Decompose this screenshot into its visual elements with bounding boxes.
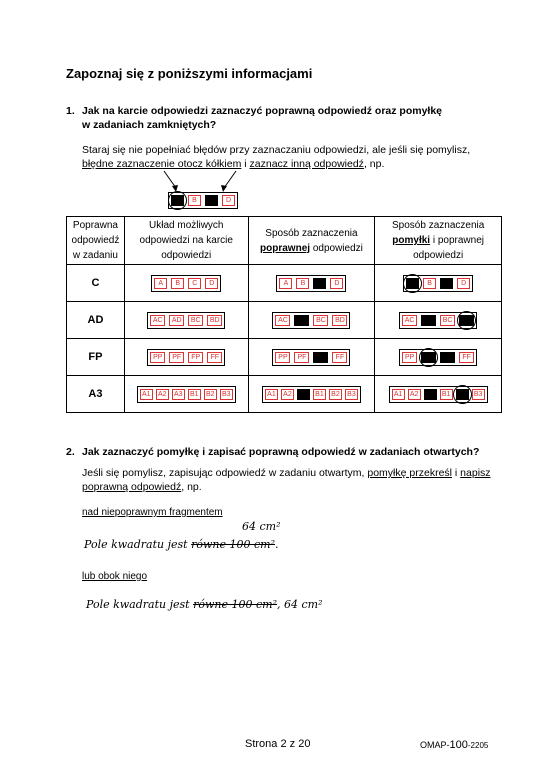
correct-cell: [248, 265, 375, 302]
conjunction: i: [241, 158, 250, 170]
answer-box: B3: [220, 389, 233, 400]
code-prefix: OMAP-: [420, 740, 450, 750]
answer-box: A3: [172, 389, 185, 400]
answer-box: B3: [345, 389, 358, 400]
answer-box-filled: [313, 278, 326, 289]
answer-box: FF: [459, 352, 474, 363]
answer-box-circled: [456, 389, 469, 400]
answer-box: AD: [169, 315, 184, 326]
answer-box: FP: [188, 352, 203, 363]
para-end: , np.: [363, 158, 385, 170]
answer-box: A: [154, 278, 167, 289]
header-bold: poprawnej: [260, 242, 311, 254]
answer-box: A1: [392, 389, 405, 400]
header-text: Poprawna: [72, 220, 118, 231]
struck-text: równe 100 cm²: [193, 598, 277, 611]
mark-instruction: zaznacz inną odpowiedź: [249, 158, 364, 170]
answer-box: PP: [402, 352, 417, 363]
answer-box: D: [457, 278, 470, 289]
write-instruction: poprawną odpowiedź: [82, 481, 182, 493]
answer-box: FF: [332, 352, 347, 363]
answer-box: A1: [265, 389, 278, 400]
answer-box: D: [205, 278, 218, 289]
answer-box: BC: [440, 315, 455, 326]
header-text: Sposób zaznaczenia: [392, 220, 485, 231]
handwritten-text: ,: [276, 598, 284, 611]
handwritten-example-1: [84, 538, 278, 551]
answer-box: B3: [472, 389, 485, 400]
header-correct-answer: [67, 217, 125, 265]
row-label: A3: [67, 376, 125, 413]
answer-box: B: [171, 278, 184, 289]
answer-box-circled: [459, 315, 474, 326]
correct-cell: [248, 339, 375, 376]
document-code: [420, 739, 488, 751]
layout-cell: [124, 339, 248, 376]
mistake-cell: [375, 302, 502, 339]
answer-box: AC: [150, 315, 165, 326]
handwritten-correction-beside: 64 cm²: [283, 598, 323, 611]
answer-box: PF: [169, 352, 184, 363]
answer-box: B1: [440, 389, 453, 400]
answer-box: A2: [281, 389, 294, 400]
answer-box-filled: [440, 278, 453, 289]
header-text: i poprawnej: [430, 235, 484, 246]
example-answer-row: [168, 192, 238, 209]
question-1-line1: Jak na karcie odpowiedzi zaznaczyć poprawną odpowiedź oraz pomyłkę: [82, 105, 443, 117]
answer-box: C: [188, 278, 201, 289]
answer-box-filled: [440, 352, 455, 363]
mistake-cell: [375, 339, 502, 376]
question-1-para-line1: Staraj się nie popełniać błędów przy zaznaczaniu odpowiedzi, ale jeśli się pomylisz,: [82, 144, 471, 156]
answer-box: BD: [207, 315, 222, 326]
answer-marking-table: [66, 216, 502, 413]
header-text: w zadaniu: [72, 250, 118, 261]
answer-box: B: [188, 195, 201, 206]
answer-box: B2: [329, 389, 342, 400]
question-1-para-line2: [82, 157, 384, 171]
answer-box: B1: [188, 389, 201, 400]
header-text: odpowiedzi na karcie: [139, 235, 233, 246]
answer-box-filled: [424, 389, 437, 400]
table-row: [67, 376, 502, 413]
struck-text: równe 100 cm²: [191, 538, 275, 551]
answer-box-circled: [421, 352, 436, 363]
answer-box-filled: [313, 352, 328, 363]
question-1-number: 1.: [66, 105, 75, 117]
answer-box: A1: [140, 389, 153, 400]
answer-box: AC: [402, 315, 417, 326]
answer-box: B: [296, 278, 309, 289]
answer-box: BC: [313, 315, 328, 326]
header-text: Układ możliwych: [149, 220, 224, 231]
circle-instruction: błędne zaznaczenie otocz kółkiem: [82, 158, 242, 170]
answer-box-filled: [205, 195, 218, 206]
para-text: Jeśli się pomylisz, zapisując odpowiedź w zadaniu otwartym,: [82, 467, 368, 479]
header-layout: [124, 217, 248, 265]
answer-box: D: [330, 278, 343, 289]
answer-box: PP: [275, 352, 290, 363]
header-text: odpowiedzi: [161, 250, 212, 261]
answer-box: AC: [275, 315, 290, 326]
page-number: Strona 2 z 20: [245, 738, 311, 750]
handwritten-text: .: [274, 538, 279, 551]
answer-box-circled: [406, 278, 419, 289]
conjunction: i: [452, 467, 461, 479]
table-row: [67, 339, 502, 376]
example-label-beside: lub obok niego: [82, 571, 148, 582]
header-text: Sposób zaznaczenia: [265, 227, 358, 239]
answer-box: B2: [204, 389, 217, 400]
handwritten-text: Pole kwadratu jest: [86, 598, 194, 611]
question-2-line1: Jak zaznaczyć pomyłkę i zapisać poprawną odpowiedź w zadaniach otwartych?: [82, 446, 480, 458]
layout-cell: [124, 265, 248, 302]
header-correct-marking: [248, 217, 375, 265]
question-2-number: 2.: [66, 446, 75, 458]
row-label: FP: [67, 339, 125, 376]
header-text: odpowiedzi: [310, 242, 363, 254]
answer-box-filled: [297, 389, 310, 400]
handwritten-text: Pole kwadratu jest: [84, 538, 192, 551]
layout-cell: [124, 376, 248, 413]
table-header-row: [67, 217, 502, 265]
answer-box: PP: [150, 352, 165, 363]
answer-box-circled: [171, 195, 184, 206]
answer-box: D: [222, 195, 235, 206]
mistake-cell: [375, 376, 502, 413]
handwritten-example-2: [86, 598, 322, 611]
header-bold: pomyłki: [392, 235, 431, 246]
correct-cell: [248, 302, 375, 339]
answer-box: B1: [313, 389, 326, 400]
header-text: odpowiedź: [71, 235, 120, 246]
table-row: [67, 265, 502, 302]
answer-box-filled: [294, 315, 309, 326]
answer-box: PF: [294, 352, 309, 363]
answer-box: BD: [332, 315, 347, 326]
answer-box: A2: [156, 389, 169, 400]
strike-instruction: pomyłkę przekreśl: [367, 467, 452, 479]
page-title: Zapoznaj się z poniższymi informacjami: [66, 66, 313, 81]
question-1-line2: w zadaniach zamkniętych?: [82, 119, 217, 131]
para-end: , np.: [181, 481, 202, 493]
correct-cell: [248, 376, 375, 413]
header-mistake-marking: [375, 217, 502, 265]
row-label: AD: [67, 302, 125, 339]
answer-box: A: [279, 278, 292, 289]
answer-box: A2: [408, 389, 421, 400]
code-suffix: -2205: [467, 741, 489, 750]
answer-box-filled: [421, 315, 436, 326]
question-2-para-line2: [82, 480, 202, 494]
code-main: 100: [449, 739, 468, 751]
answer-box: BC: [188, 315, 203, 326]
answer-box: B: [423, 278, 436, 289]
question-2-para-line1: [82, 466, 491, 480]
write-instruction: napisz: [460, 467, 491, 479]
table-row: [67, 302, 502, 339]
handwritten-correction-above: 64 cm²: [242, 520, 281, 533]
answer-box: FF: [207, 352, 222, 363]
example-label-above: nad niepoprawnym fragmentem: [82, 507, 223, 518]
layout-cell: [124, 302, 248, 339]
row-label: C: [67, 265, 125, 302]
mistake-cell: [375, 265, 502, 302]
header-text: odpowiedzi: [413, 250, 464, 261]
